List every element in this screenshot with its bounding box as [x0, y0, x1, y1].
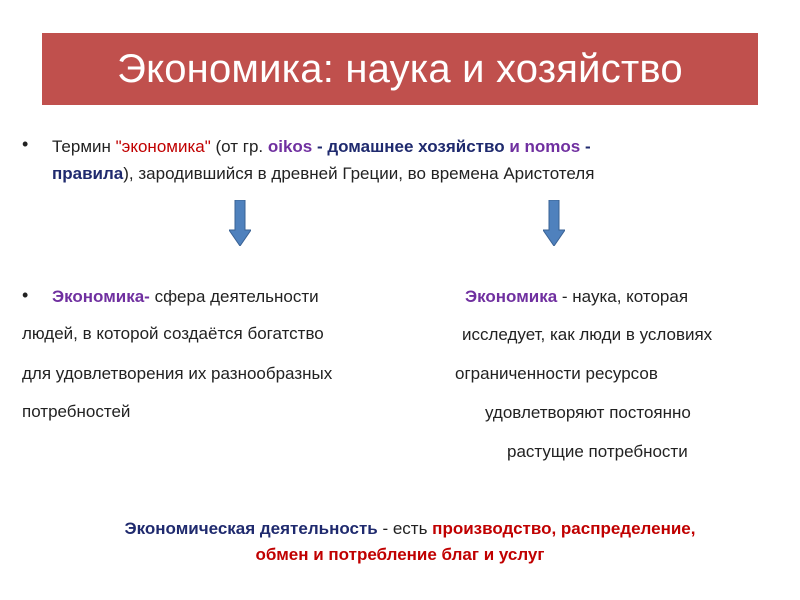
intro-rules: правила [52, 164, 124, 183]
right-line-1 [465, 287, 688, 307]
right-term: Экономика [465, 287, 558, 306]
right-line-3: ограниченности ресурсов [455, 364, 658, 383]
footer-line-1 [0, 519, 800, 539]
footer-highlight-2: обмен и потребление благ и услуг [255, 545, 545, 564]
intro-oikos: oikos [267, 137, 313, 156]
footer-term: Экономическая деятельность [124, 519, 378, 538]
intro-nomos: nomos [524, 137, 581, 156]
bullet: • [22, 134, 29, 154]
right-line-4: удовлетворяют постоянно [485, 403, 691, 422]
arrow-down-icon [229, 200, 251, 246]
bullet: • [22, 285, 29, 305]
intro-dash: - [580, 137, 591, 156]
intro-paragraph [52, 133, 772, 187]
arrow-down-icon [543, 200, 565, 246]
title-banner [42, 33, 758, 105]
intro-text-10: ), зародившийся в древней Греции, во времена Аристотеля [123, 164, 595, 183]
right-text-1: - наука, которая [557, 287, 689, 306]
footer-line-2 [0, 545, 800, 565]
left-line-1 [52, 287, 319, 307]
intro-and: и [504, 137, 525, 156]
right-line-2: исследует, как люди в условиях [462, 325, 713, 344]
footer-highlight-1: производство, распределение, [432, 519, 696, 538]
intro-text-3: (от гр. [210, 137, 268, 156]
intro-term: "экономика" [115, 137, 211, 156]
intro-household: - домашнее хозяйство [312, 137, 505, 156]
left-term: Экономика- [52, 287, 150, 306]
left-text-1: сфера деятельности [149, 287, 319, 306]
left-line-2: людей, в которой создаётся богатство [22, 324, 324, 343]
right-line-5: растущие потребности [507, 442, 688, 461]
page-title: Экономика: наука и хозяйство [117, 46, 683, 91]
left-line-4: потребностей [22, 402, 131, 421]
left-line-3: для удовлетворения их разнообразных [22, 364, 333, 383]
footer-mid: - есть [377, 519, 433, 538]
intro-text-1: Термин [52, 137, 116, 156]
